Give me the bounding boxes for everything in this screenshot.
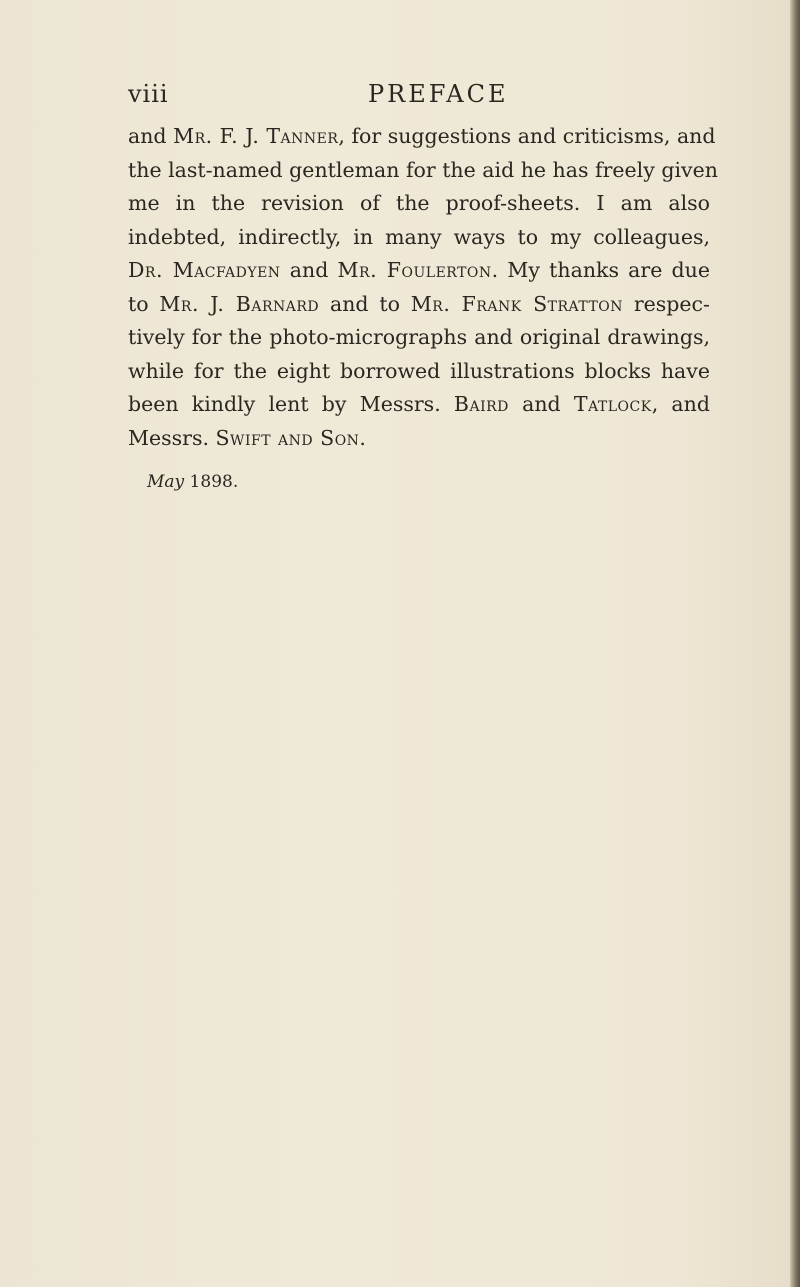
person-name: Mr. Foulerton xyxy=(337,258,492,282)
person-name: Mr. F. J. Tanner xyxy=(173,124,339,148)
text-fragment: . My thanks are due xyxy=(491,258,710,282)
text-fragment: , for suggestions and criticisms, and xyxy=(338,124,716,148)
date-year: 1898. xyxy=(184,472,239,492)
text-line-5 xyxy=(128,254,710,288)
text-line-8: while for the eight borrowed illustrations blocks have xyxy=(128,358,710,383)
signature-date xyxy=(147,472,238,492)
text-fragment: been kindly lent by Messrs. xyxy=(128,392,454,416)
date-month: May xyxy=(147,472,185,492)
text-fragment: respec- xyxy=(623,291,710,316)
text-fragment: to xyxy=(128,291,160,316)
company-name: Tatlock xyxy=(573,392,652,416)
page-edge-shadow xyxy=(790,0,800,1287)
text-line-9 xyxy=(128,388,710,422)
text-fragment: and to xyxy=(319,291,411,316)
text-fragment: . xyxy=(359,425,366,450)
person-name: Mr. J. Barnard xyxy=(159,291,320,316)
text-line-6 xyxy=(128,288,710,322)
company-name: Swift and Son xyxy=(215,425,360,450)
text-line-10 xyxy=(128,422,710,456)
text-fragment: and xyxy=(128,124,174,148)
page-number: viii xyxy=(128,80,169,108)
text-line-2: the last-named gentleman for the aid he has freely given xyxy=(128,157,718,182)
text-fragment: Messrs. xyxy=(128,425,216,450)
text-fragment: , and xyxy=(651,392,710,416)
text-fragment: and xyxy=(280,258,338,282)
text-line-3: me in the revision of the proof-sheets. I am also xyxy=(128,191,710,215)
person-name: Dr. Macfadyen xyxy=(128,258,281,282)
preface-paragraph xyxy=(128,120,718,455)
text-line-7: tively for the photo-micrographs and original drawings, xyxy=(128,325,710,349)
company-name: Baird xyxy=(453,392,509,416)
person-name: Mr. Frank Stratton xyxy=(410,291,624,316)
text-line-4: indebted, indirectly, in many ways to my colleagues, xyxy=(128,224,710,249)
running-head xyxy=(128,80,708,120)
running-title: PREFACE xyxy=(368,80,509,108)
text-line-1 xyxy=(128,120,716,154)
text-fragment: and xyxy=(508,392,574,416)
